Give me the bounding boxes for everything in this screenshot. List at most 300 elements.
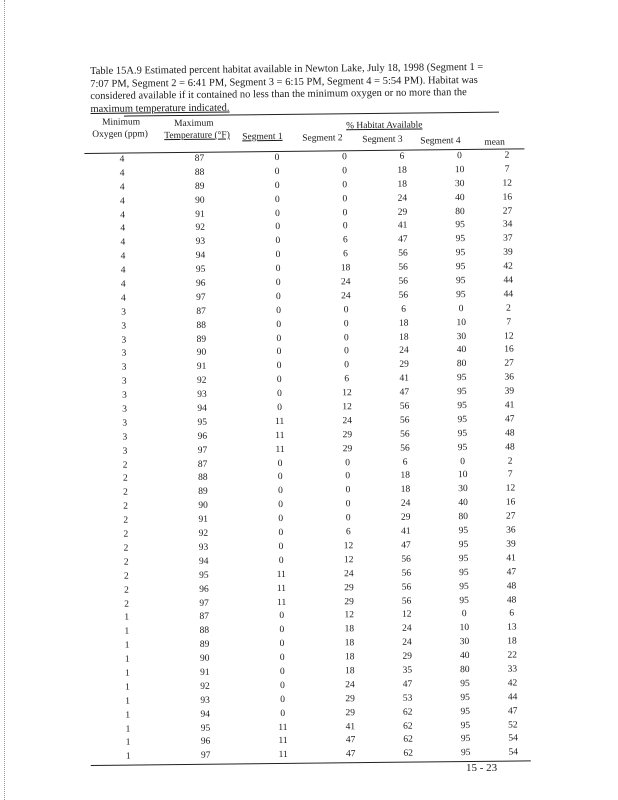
table-cell: 0	[342, 221, 348, 232]
table-cell: 39	[503, 247, 513, 258]
table-cell: 91	[195, 209, 205, 220]
table-cell: 95	[455, 276, 466, 287]
table-cell: 12	[504, 331, 514, 342]
table-cell: 48	[506, 581, 517, 592]
table-cell: 10	[459, 623, 470, 634]
table-cell: 3	[121, 307, 126, 318]
table-cell: 54	[508, 747, 518, 758]
table-cell: 95	[458, 553, 469, 564]
table-cell: 18	[398, 318, 409, 329]
header-habitat-group: % Habitat Available	[346, 120, 423, 132]
table-cell: 4	[120, 293, 126, 304]
table-cell: 2	[123, 487, 128, 498]
table-cell: 3	[122, 432, 128, 443]
table-cell: 89	[196, 334, 207, 345]
table-cell: 89	[194, 181, 205, 192]
table-cell: 0	[278, 555, 284, 566]
table-cell: 18	[507, 636, 517, 647]
table-cell: 10	[457, 470, 468, 481]
table-cell: 0	[278, 527, 284, 539]
table-cell: 0	[461, 609, 467, 620]
table-cell: 95	[459, 595, 469, 606]
table-cell: 40	[456, 345, 467, 356]
table-cell: 0	[342, 193, 348, 204]
table-cell: 29	[344, 596, 354, 607]
table-cell: 92	[200, 681, 210, 692]
table-cell: 0	[280, 694, 286, 705]
header-maximum: Maximum	[174, 118, 214, 130]
table-cell: 1	[124, 626, 130, 637]
table-cell: 37	[503, 233, 513, 244]
table-cell: 0	[276, 389, 282, 400]
table-cell: 0	[277, 402, 282, 414]
table-cell: 95	[458, 526, 469, 537]
table-cell: 6	[509, 608, 515, 619]
table-cell: 0	[279, 625, 285, 636]
header-segment-2: Segment 2	[302, 133, 343, 144]
table-cell: 95	[460, 734, 471, 745]
table-cell: 95	[459, 567, 469, 578]
table-cell: 47	[398, 234, 408, 246]
page-number: 15 - 23	[466, 762, 498, 774]
table-cell: 62	[403, 748, 414, 759]
table-cell: 24	[345, 680, 355, 691]
table-cell: 24	[402, 637, 412, 648]
table-cell: 47	[399, 387, 410, 398]
table-cell: 90	[196, 348, 207, 359]
table-cell: 12	[401, 609, 412, 621]
table-cell: 3	[121, 376, 127, 387]
table-cell: 95	[455, 248, 466, 259]
table-cell: 90	[199, 653, 210, 664]
table-cell: 95	[460, 748, 471, 759]
table-cell: 2	[123, 501, 129, 512]
header-segment-1: Segment 1	[242, 131, 283, 143]
table-cell: 29	[402, 651, 412, 662]
table-cell: 0	[458, 303, 464, 314]
table-cell: 18	[400, 471, 411, 482]
table-cell: 0	[345, 485, 351, 496]
table-cell: 97	[196, 292, 206, 303]
table-cell: 87	[194, 153, 205, 164]
table-cell: 95	[460, 692, 470, 703]
table-cell: 11	[276, 583, 287, 594]
table-cell: 1	[125, 737, 131, 749]
table-cell: 11	[275, 444, 285, 455]
table-cell: 0	[344, 346, 349, 357]
table-cell: 29	[399, 359, 409, 371]
table-cell: 56	[399, 401, 410, 412]
table-cell: 39	[504, 386, 515, 397]
table-cell: 13	[507, 622, 517, 633]
table-cell: 56	[398, 276, 409, 287]
table-cell: 3	[122, 418, 128, 429]
table-cell: 2	[124, 599, 130, 610]
table-cell: 95	[457, 387, 467, 398]
table-cell: 92	[195, 223, 205, 234]
table-cell: 95	[460, 720, 471, 731]
table-cell: 0	[276, 375, 282, 386]
table-cell: 80	[458, 512, 469, 523]
table-cell: 88	[199, 625, 210, 637]
table-cell: 0	[342, 180, 348, 191]
table-cell: 0	[279, 611, 285, 622]
table-cell: 6	[399, 151, 405, 162]
table-cell: 80	[455, 206, 465, 217]
table-cell: 0	[276, 305, 281, 316]
table-cell: 29	[344, 582, 354, 593]
table-cell: 2	[123, 571, 129, 582]
table-cell: 12	[343, 555, 354, 566]
table-cell: 0	[274, 194, 280, 205]
table-cell: 40	[459, 651, 470, 662]
table-cell: 56	[398, 290, 409, 301]
table-cell: 1	[124, 654, 130, 665]
table-cell: 24	[400, 498, 411, 509]
table-cell: 0	[277, 458, 283, 469]
table-cell: 88	[197, 473, 208, 484]
table-cell: 3	[121, 362, 127, 373]
table-cell: 10	[454, 164, 465, 176]
table-cell: 24	[340, 277, 351, 288]
table-cell: 12	[502, 178, 513, 189]
table-cell: 0	[278, 541, 284, 552]
table-cell: 96	[199, 584, 209, 595]
table-cell: 24	[397, 193, 408, 204]
table-cell: 12	[342, 402, 352, 413]
table-cell: 94	[197, 403, 207, 414]
table-cell: 88	[194, 167, 205, 178]
table-cell: 10	[456, 317, 466, 328]
table-cell: 0	[274, 166, 280, 177]
table-cell: 87	[197, 459, 208, 470]
table-cell: 29	[345, 707, 356, 718]
table-cell: 0	[275, 236, 281, 247]
table-cell: 41	[401, 526, 411, 537]
table-cell: 33	[507, 664, 518, 675]
table-cell: 3	[121, 321, 127, 332]
table-cell: 56	[400, 443, 410, 454]
table-cell: 24	[342, 416, 353, 427]
table-cell: 18	[397, 165, 407, 176]
table-cell: 18	[344, 624, 355, 635]
table-cell: 53	[402, 693, 413, 704]
table-cell: 0	[343, 318, 349, 329]
table-cell: 39	[506, 539, 516, 550]
table-cell: 2	[507, 456, 513, 467]
table-cell: 12	[343, 541, 354, 552]
table-cell: 41	[345, 721, 356, 732]
table-cell: 44	[503, 289, 514, 300]
table-cell: 0	[345, 471, 351, 482]
table-cell: 95	[457, 442, 468, 453]
table-cell: 95	[458, 539, 469, 551]
table-cell: 0	[344, 360, 350, 371]
table-cell: 47	[401, 540, 411, 551]
table-cell: 92	[196, 375, 207, 387]
table-cell: 95	[456, 289, 466, 301]
table-cell: 40	[458, 498, 468, 509]
table-cell: 93	[200, 695, 210, 706]
table-cell: 0	[275, 291, 281, 302]
table-cell: 18	[397, 179, 408, 190]
table-cell: 7	[504, 164, 510, 175]
caption-line-1: Table 15A.9 Estimated percent habitat available in Newton Lake, July 18, 1998 (Segment 1 =	[90, 61, 484, 77]
table-cell: 2	[504, 150, 510, 161]
table-cell: 11	[275, 416, 285, 427]
table-cell: 22	[507, 650, 517, 661]
table-cell: 94	[198, 556, 209, 567]
table-cell: 3	[122, 404, 128, 415]
table-cell: 0	[345, 499, 351, 510]
header-segment-4: Segment 4	[420, 136, 461, 147]
table-cell: 6	[345, 527, 351, 538]
table-cell: 89	[198, 487, 208, 498]
table-cell: 92	[198, 528, 209, 539]
table-cell: 0	[280, 708, 286, 719]
table-cell: 4	[120, 251, 126, 262]
header-oxygen: Oxygen (ppm)	[92, 129, 148, 140]
table-cell: 42	[507, 678, 518, 689]
table-cell: 95	[199, 570, 209, 581]
table-cell: 0	[274, 152, 280, 164]
table-cell: 6	[344, 374, 350, 385]
table-cell: 4	[119, 154, 125, 165]
table-cell: 29	[342, 430, 353, 441]
table-cell: 1	[125, 696, 131, 707]
table-cell: 1	[124, 640, 130, 651]
table-cell: 30	[456, 331, 467, 342]
table-cell: 91	[198, 514, 209, 525]
table-cell: 16	[504, 344, 514, 356]
table-cell: 2	[123, 543, 129, 554]
table-cell: 18	[344, 652, 355, 663]
table-cell: 87	[196, 306, 206, 317]
table-cell: 41	[506, 553, 516, 564]
table-cell: 12	[344, 610, 355, 621]
table-cell: 96	[197, 431, 208, 442]
table-cell: 56	[401, 554, 411, 565]
table-cell: 0	[279, 666, 285, 677]
table-cell: 0	[275, 222, 281, 233]
table-cell: 94	[195, 250, 206, 262]
table-cell: 95	[457, 414, 468, 426]
table-cell: 91	[196, 362, 207, 373]
table-cell: 2	[124, 585, 129, 596]
table-cell: 16	[505, 497, 516, 508]
header-segment-3: Segment 3	[362, 134, 403, 146]
table-cell: 1	[125, 751, 131, 762]
habitat-table	[84, 111, 531, 766]
table-body	[84, 149, 530, 765]
table-cell: 0	[343, 332, 349, 343]
table-cell: 34	[502, 219, 513, 231]
table-cell: 95	[456, 373, 467, 384]
table-cell: 0	[343, 305, 349, 316]
table-cell: 0	[276, 333, 282, 344]
table-cell: 44	[507, 692, 518, 703]
table-header	[84, 111, 524, 154]
table-cell: 0	[342, 207, 348, 218]
table-cell: 4	[120, 265, 126, 276]
table-cell: 56	[398, 248, 408, 259]
table-cell: 97	[199, 598, 209, 609]
table-cell: 48	[505, 428, 515, 439]
table-cell: 47	[345, 735, 356, 746]
table-cell: 87	[199, 612, 210, 623]
table-cell: 4	[119, 196, 125, 207]
table-cell: 29	[345, 693, 355, 705]
table-cell: 18	[345, 666, 355, 677]
table-cell: 56	[401, 582, 412, 593]
table-cell: 80	[456, 359, 467, 370]
table-cell: 7	[507, 470, 513, 481]
table-cell: 0	[276, 347, 282, 358]
table-cell: 24	[402, 623, 412, 634]
table-cell: 11	[278, 722, 288, 733]
table-cell: 12	[505, 483, 516, 494]
table-cell: 96	[200, 737, 211, 748]
table-cell: 4	[120, 237, 126, 248]
table-cell: 4	[120, 210, 125, 221]
table-cell: 62	[403, 721, 413, 732]
table-cell: 62	[403, 734, 413, 746]
binding-edge	[4, 0, 17, 800]
table-cell: 90	[195, 195, 205, 206]
table-cell: 0	[460, 456, 466, 467]
table-cell: 41	[399, 373, 410, 384]
table-cell: 12	[342, 388, 352, 399]
table-cell: 93	[198, 542, 209, 553]
table-cell: 3	[122, 446, 128, 457]
table-cell: 47	[345, 749, 356, 760]
table-cell: 30	[458, 484, 468, 495]
table-cell: 1	[125, 724, 131, 735]
table-cell: 35	[402, 665, 413, 676]
table-cell: 56	[401, 568, 412, 579]
table-cell: 97	[200, 751, 211, 762]
table-cell: 36	[506, 525, 516, 536]
table-cell: 56	[401, 596, 412, 607]
table-cell: 29	[342, 443, 353, 455]
table-cell: 4	[119, 168, 125, 179]
table-cell: 95	[457, 401, 467, 412]
table-cell: 18	[340, 263, 351, 274]
table-cell: 47	[402, 679, 413, 690]
table-cell: 0	[275, 277, 281, 289]
table-cell: 80	[460, 664, 470, 676]
table-cell: 11	[276, 597, 287, 608]
table-cell: 0	[345, 457, 351, 468]
table-cell: 97	[197, 445, 208, 456]
table-cell: 30	[459, 637, 470, 648]
table-cell: 62	[402, 707, 413, 718]
table-cell: 0	[342, 152, 347, 163]
table-cell: 42	[503, 261, 513, 272]
table-cell: 95	[455, 234, 466, 245]
table-cell: 2	[123, 529, 129, 540]
table-cell: 0	[276, 361, 282, 372]
table-cell: 95	[197, 417, 208, 428]
table-cell: 4	[120, 224, 126, 235]
table-cell: 2	[122, 460, 128, 471]
table-cell: 56	[400, 429, 410, 440]
table-cell: 48	[505, 442, 515, 453]
header-mean: mean	[484, 137, 505, 148]
caption-line-2: 7:07 PM, Segment 2 = 6:41 PM, Segment 3 = 6:15 PM, Segment 4 = 5:54 PM). Habitat was	[90, 74, 478, 90]
table-cell: 93	[195, 237, 206, 248]
table-cell: 3	[121, 349, 127, 360]
table-cell: 6	[402, 457, 408, 468]
table-cell: 24	[399, 346, 409, 357]
table-cell: 95	[460, 706, 471, 717]
table-cell: 11	[276, 569, 286, 580]
table-cell: 47	[506, 567, 517, 578]
table-cell: 11	[275, 430, 285, 441]
table-cell: 1	[124, 668, 130, 679]
table-cell: 0	[275, 264, 281, 275]
table-cell: 18	[344, 638, 355, 649]
table-cell: 1	[124, 612, 130, 623]
table-caption	[90, 62, 511, 117]
table-cell: 2	[122, 474, 128, 485]
table-cell: 27	[505, 511, 516, 522]
table-cell: 0	[276, 319, 282, 330]
table-cell: 27	[504, 358, 514, 369]
table-cell: 56	[398, 262, 408, 273]
header-temperature: Temperature (°F)	[164, 130, 230, 142]
table-cell: 91	[200, 667, 210, 678]
table-cell: 4	[120, 279, 126, 290]
table-cell: 0	[275, 250, 281, 261]
table-cell: 40	[455, 192, 465, 203]
table-cell: 95	[455, 220, 465, 231]
table-cell: 29	[397, 207, 408, 218]
table-cell: 11	[278, 750, 288, 761]
table-cell: 44	[503, 275, 514, 286]
table-cell: 0	[274, 180, 280, 191]
table-cell: 4	[119, 182, 125, 193]
table-cell: 47	[507, 706, 518, 717]
table-cell: 96	[195, 278, 206, 289]
table-cell: 90	[198, 500, 208, 512]
table-cell: 0	[457, 151, 462, 162]
table-cell: 95	[460, 678, 470, 689]
table-cell: 0	[278, 486, 283, 497]
table-cell: 56	[399, 415, 410, 426]
table-cell: 95	[200, 723, 211, 734]
table-cell: 0	[280, 680, 285, 691]
table-cell: 6	[342, 235, 348, 246]
table-cell: 88	[196, 320, 207, 331]
table-cell: 2	[506, 303, 511, 314]
table-cell: 95	[457, 428, 468, 439]
table-cell: 0	[278, 514, 284, 525]
table-cell: 29	[400, 512, 411, 523]
table-cell: 6	[401, 304, 406, 315]
table-cell: 0	[279, 652, 285, 664]
table-cell: 94	[200, 709, 211, 720]
table-cell: 30	[454, 178, 465, 189]
table-cell: 1	[125, 682, 130, 693]
table-cell: 0	[275, 208, 280, 219]
table-cell: 54	[508, 733, 518, 744]
table-cell: 2	[123, 515, 129, 526]
table-cell: 0	[345, 513, 351, 524]
table-cell: 3	[122, 390, 127, 401]
table-cell: 11	[278, 736, 288, 747]
caption-line-4: maximum temperature indicated.	[90, 102, 230, 115]
